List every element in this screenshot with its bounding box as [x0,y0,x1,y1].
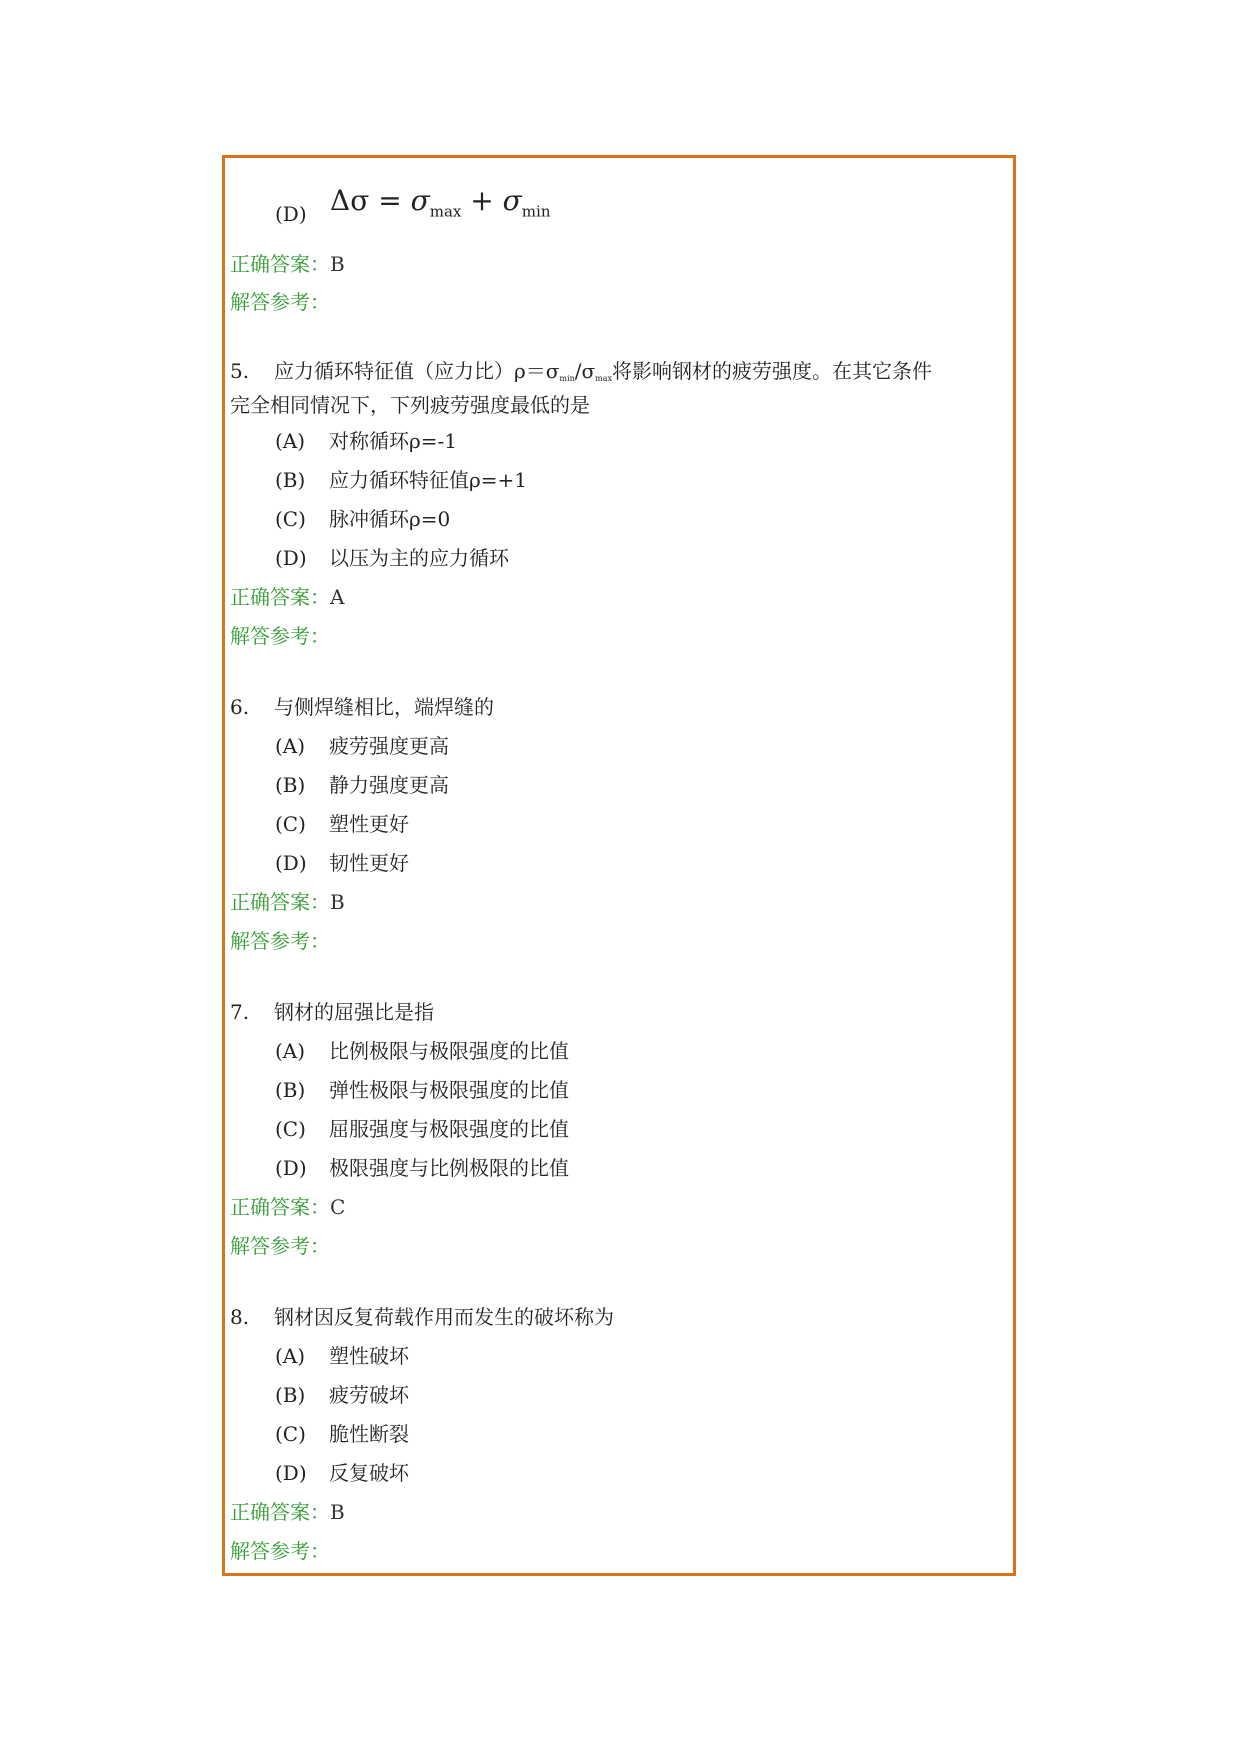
prev-answer [230,250,345,278]
q8-stem-text: 钢材因反复荷载作用而发生的破坏称为 [274,1305,614,1329]
prev-ref-label: 解答参考： [230,290,330,314]
answer-label: 正确答案： [230,585,330,609]
q5-sub-min: min [559,374,575,383]
answer-label: 正确答案： [230,1195,330,1219]
q5-option-a [275,427,457,455]
formula-term2: σ [502,184,522,217]
q5-ref-label: 解答参考： [230,624,330,648]
q6-answer [230,888,345,916]
option-text: 反复破坏 [329,1461,409,1485]
option-label: (B) [275,1383,306,1407]
q6-stem-text: 与侧焊缝相比，端焊缝的 [274,695,494,719]
option-label: (A) [275,1344,306,1368]
q5-stem-b: 将影响钢材的疲劳强度。在其它条件 [611,359,932,383]
option-text: 弹性极限与极限强度的比值 [329,1078,569,1102]
q5-option-d [275,544,509,572]
q8-number: 8. [230,1305,250,1329]
q6-option-c [275,810,409,838]
prev-answer-value: B [330,252,345,276]
option-label: (C) [275,1422,306,1446]
q8-option-a [275,1342,409,1370]
option-text: 静力强度更高 [329,773,449,797]
option-text: 比例极限与极限强度的比值 [329,1039,569,1063]
q6-number: 6. [230,695,250,719]
q5-stem-a: 应力循环特征值（应力比）ρ＝σ [274,359,560,383]
option-label: (D) [275,546,307,570]
q6-option-a [275,732,449,760]
q7-ref-label: 解答参考： [230,1234,330,1258]
option-label: (D) [275,1461,307,1485]
q8-option-c [275,1420,409,1448]
option-label: (D) [275,1156,307,1180]
q5-option-c [275,505,450,533]
q7-option-c [275,1115,569,1143]
q5-sub-max: max [595,374,612,383]
q8-ref-label: 解答参考： [230,1539,330,1563]
option-text: 疲劳强度更高 [329,734,449,758]
option-label: (C) [275,507,306,531]
option-text: 疲劳破坏 [329,1383,409,1407]
formula-lhs: Δσ [330,184,370,217]
delta-sigma-formula [330,184,550,221]
q5-stem-line2: 完全相同情况下，下列疲劳强度最低的是 [230,393,590,417]
q6-stem [230,693,494,721]
option-label: (C) [275,1117,306,1141]
q7-stem-text: 钢材的屈强比是指 [274,1000,434,1024]
answer-value: B [330,890,345,914]
q8-option-b [275,1381,409,1409]
option-label: (A) [275,429,306,453]
q7-number: 7. [230,1000,250,1024]
option-label: (B) [275,773,306,797]
q6-option-d [275,849,409,877]
q5-answer [230,583,344,611]
q7-option-a [275,1037,569,1065]
option-text: 塑性破坏 [329,1344,409,1368]
option-label: (B) [275,1078,306,1102]
option-text: 塑性更好 [329,812,409,836]
answer-label: 正确答案： [230,890,330,914]
option-text: 脆性断裂 [329,1422,409,1446]
q5-stem-line1 [230,357,932,393]
option-text: 对称循环ρ=-1 [329,429,457,453]
q7-stem [230,998,434,1026]
q5-number: 5. [230,359,250,383]
q6-option-b [275,771,449,799]
answer-label: 正确答案： [230,1500,330,1524]
formula-term1-sub: max [429,202,462,221]
formula-plus: + [470,184,494,217]
q8-answer [230,1498,345,1526]
option-label: (A) [275,734,306,758]
q8-stem [230,1303,614,1331]
prev-answer-label: 正确答案： [230,252,330,276]
q7-option-b [275,1076,569,1104]
option-text: 以压为主的应力循环 [329,546,509,570]
answer-value: C [330,1195,346,1219]
option-text: 屈服强度与极限强度的比值 [329,1117,569,1141]
answer-value: A [330,585,345,609]
q8-option-d [275,1459,409,1487]
answer-value: B [330,1500,345,1524]
q7-option-d [275,1154,569,1182]
option-text: 应力循环特征值ρ=+1 [329,468,527,492]
option-label: (D) [275,851,307,875]
option-label: (A) [275,1039,306,1063]
option-text: 脉冲循环ρ=0 [329,507,451,531]
formula-term2-sub: min [521,202,551,221]
q7-answer [230,1193,345,1221]
option-text: 韧性更好 [329,851,409,875]
prev-option-d-label: (D) [275,202,307,226]
q6-ref-label: 解答参考： [230,929,330,953]
q5-option-b [275,466,527,494]
option-text: 极限强度与比例极限的比值 [329,1156,569,1180]
formula-eq: = [378,184,402,217]
q5-stem-mid: /σ [574,359,596,383]
formula-term1: σ [410,184,430,217]
option-label: (C) [275,812,306,836]
option-label: (B) [275,468,306,492]
